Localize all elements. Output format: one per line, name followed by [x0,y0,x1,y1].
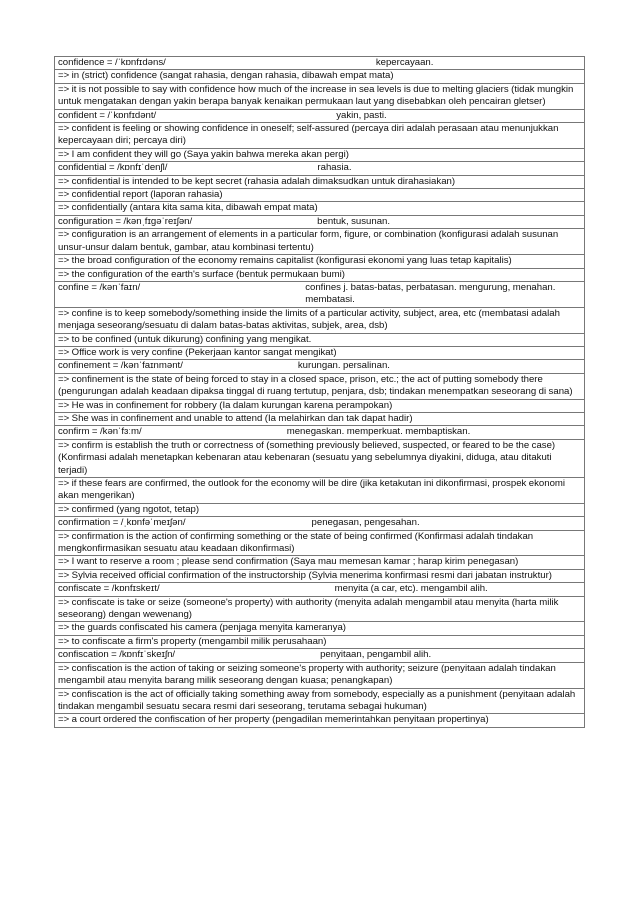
headword: confine = /kənˈfaɪn/ [58,281,141,293]
translation: penegasan, pengesahan. [311,517,420,529]
dictionary-entry [54,517,585,583]
headword: confidential = /kɒnfɪˈdenʃl/ [58,162,168,174]
example-line: => confidential is intended to be kept secret (rahasia adalah dimaksudkan untuk dirahasiakan) [55,176,584,189]
dictionary-entry [54,649,585,727]
example-line: => He was in confinement for robbery (Ia dalam kurungan karena perampokan) [55,400,584,413]
dictionary-entry [54,426,585,517]
example-line: => confiscation is the act of officially taking something away from somebody, especially as a punishment (penyitaan adalah tindakan mengambil sesuatu secara resmi dari seseorang, terutama sebagai hukuman) [55,689,584,715]
example-line: => Sylvia received official confirmation of the instructorship (Sylvia menerima konfirmasi resmi dari jabatan instruktur) [55,570,584,583]
example-line: => confirm is establish the truth or correctness of (something previously believed, suspected, or feared to be the case) (Konfirmasi adalah menetapkan kebenaran atau kebenaran (sesuatu yang sebelumnya diyakini, diduga, atau ditakuti terjadi) [55,440,584,478]
example-line: => it is not possible to say with confidence how much of the increase in sea levels is due to melting glaciers (tidak mungkin untuk mengatakan dengan yakin berapa banyak kenaikan permukaan laut yang disebabkan oleh pencairan gletser) [55,84,584,110]
headword: confirm = /kənˈfɜːm/ [58,426,142,438]
example-line: => confine is to keep somebody/something inside the limits of a particular activity, subject, area, etc (membatasi adalah menjaga seseorang/sesuatu di dalam batas-batas aktivitas, subjek, area, dsb) [55,308,584,334]
example-line: => confiscation is the action of taking or seizing someone's property with authority; seizure (penyitaan adalah tindakan mengambil atau menyita barang milik seseorang dengan kuasa; penangkapan) [55,663,584,689]
dictionary-entry [54,360,585,426]
translation: bentuk, susunan. [317,215,391,227]
example-line: => to be confined (untuk dikurung) confining yang mengikat. [55,334,584,347]
translation: rahasia. [317,162,352,174]
example-line: => the broad configuration of the economy remains capitalist (konfigurasi ekonomi yang luas tetap kapitalis) [55,255,584,268]
entry-headword-line [55,57,584,70]
example-line: => the guards confiscated his camera (penjaga menyita kameranya) [55,622,584,635]
headword: confiscation = /kɒnfɪˈskeɪʃn/ [58,649,176,661]
example-line: => I am confident they will go (Saya yakin bahwa mereka akan pergi) [55,149,584,162]
dictionary-entry [54,57,585,110]
example-line: => She was in confinement and unable to attend (Ia melahirkan dan tak dapat hadir) [55,413,584,426]
example-line: => configuration is an arrangement of elements in a particular form, figure, or combination (konfigurasi adalah susunan unsur-unsur dalam bentuk, gambar, atau kombinasi tertentu) [55,229,584,255]
example-line: => to confiscate a firm's property (mengambil milik perusahaan) [55,636,584,649]
example-line: => Office work is very confine (Pekerjaan kantor sangat mengikat) [55,347,584,360]
dictionary-entry [54,583,585,649]
dictionary-entry [54,110,585,163]
headword: confidence = /ˈkɒnfɪdəns/ [58,57,166,68]
entry-headword-line [55,216,584,229]
example-line: => confidentially (antara kita sama kita, dibawah empat mata) [55,202,584,215]
translation: kepercayaan. [375,57,434,68]
translation: menyita (a car, etc). mengambil alih. [334,583,488,595]
example-line: => if these fears are confirmed, the outlook for the economy will be dire (jika ketakutan ini dikonfirmasi, prospek ekonomi akan mengerikan) [55,478,584,504]
entry-headword-line [55,162,584,175]
example-line: => confident is feeling or showing confidence in oneself; self-assured (percaya diri adalah perasaan atau menunjukkan kepercayaan diri; percaya diri) [55,123,584,149]
dictionary-entry [54,162,585,216]
translation: yakin, pasti. [336,109,387,121]
translation: menegaskan. memperkuat. membaptiskan. [286,426,471,438]
headword: configuration = /kənˌfɪɡəˈreɪʃən/ [58,215,193,227]
dictionary-entry [54,282,585,360]
example-line: => confidential report (laporan rahasia) [55,189,584,202]
headword: confirmation = /ˌkɒnfəˈmeɪʃən/ [58,517,186,529]
dictionary-document [54,56,585,728]
entry-headword-line [55,360,584,373]
example-line: => a court ordered the confiscation of her property (pengadilan memerintahkan penyitaan propertinya) [55,714,584,727]
example-line: => in (strict) confidence (sangat rahasia, dengan rahasia, dibawah empat mata) [55,70,584,83]
translation: kurungan. persalinan. [297,360,390,372]
entry-headword-line [55,517,584,530]
headword: confident = /ˈkɒnfɪdənt/ [58,109,157,121]
entry-headword-line [55,426,584,439]
entry-headword-line [55,282,584,308]
example-line: => the configuration of the earth's surface (bentuk permukaan bumi) [55,269,584,282]
example-line: => confiscate is take or seize (someone's property) with authority (menyita adalah mengambil atau menyita (harta milik seseorang) dengan wewenang) [55,597,584,623]
example-line: => I want to reserve a room ; please send confirmation (Saya mau memesan kamar ; harap kirim penegasan) [55,556,584,569]
entry-headword-line [55,649,584,662]
entry-headword-line [55,583,584,596]
translation: confines j. batas-batas, perbatasan. mengurung, menahan. membatasi. [305,281,556,306]
dictionary-entry [54,216,585,282]
example-line: => confirmed (yang ngotot, tetap) [55,504,584,517]
entry-headword-line [55,110,584,123]
translation: penyitaan, pengambil alih. [320,649,432,661]
headword: confiscate = /kɒnfɪskeɪt/ [58,583,160,595]
example-line: => confirmation is the action of confirming something or the state of being confirmed (Konfirmasi adalah tindakan mengkonfirmasikan sesuatu atau keadaan dikonfirmasi) [55,531,584,557]
example-line: => confinement is the state of being forced to stay in a closed space, prison, etc.; the act of putting somebody there (pengurungan adalah keadaan dipaksa tinggal di ruang tertutup, penjara, dsb; tindakan menempatkan seseorang di sana) [55,374,584,400]
headword: confinement = /kənˈfaɪnmənt/ [58,360,183,372]
